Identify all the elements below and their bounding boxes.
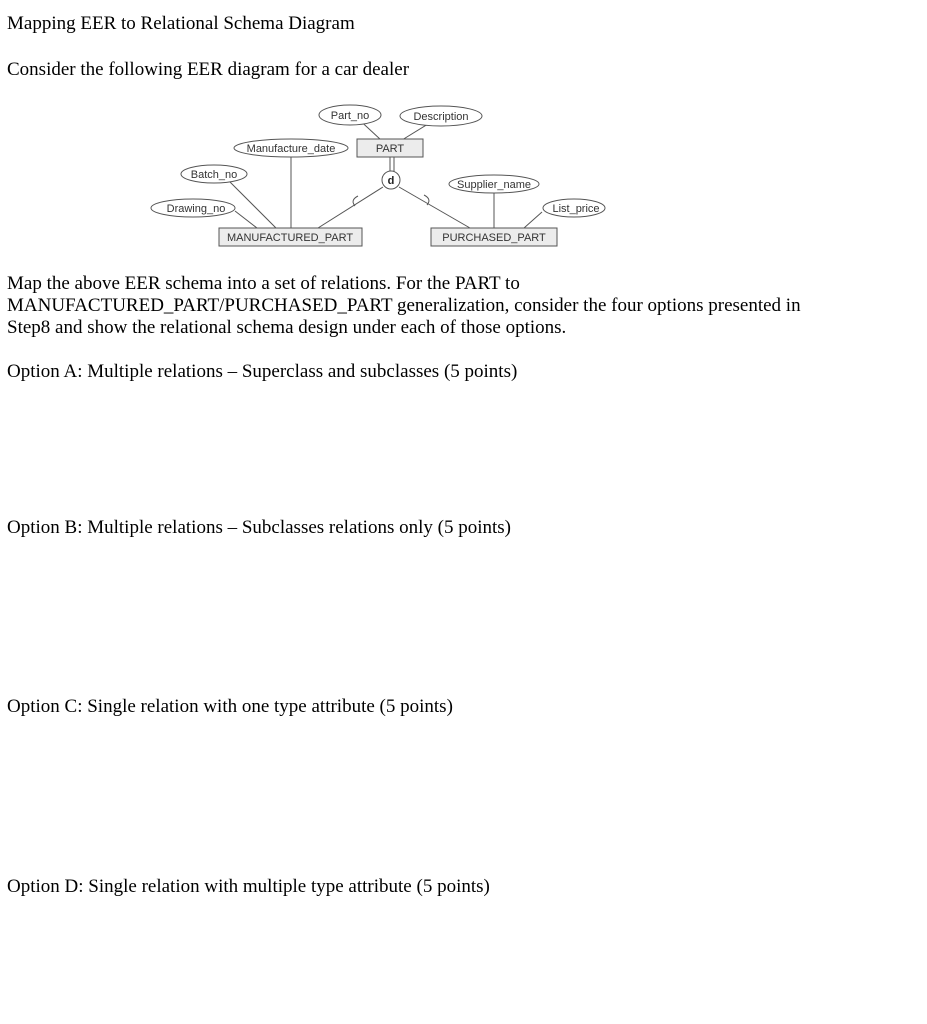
option-b-heading: Option B: Multiple relations – Subclasses relations only (5 points) xyxy=(7,517,511,538)
instructions-paragraph xyxy=(7,273,907,339)
instructions-line: Map the above EER schema into a set of relations. For the PART to xyxy=(7,273,520,294)
label-purchased-part: PURCHASED_PART xyxy=(442,232,546,244)
label-part: PART xyxy=(375,143,405,155)
option-d-heading: Option D: Single relation with multiple type attribute (5 points) xyxy=(7,876,490,897)
label-list-price: List_price xyxy=(552,203,600,215)
option-a-heading: Option A: Multiple relations – Superclass and subclasses (5 points) xyxy=(7,361,518,382)
label-manufacture-date: Manufacture_date xyxy=(246,143,336,155)
label-description: Description xyxy=(413,111,469,123)
label-supplier-name: Supplier_name xyxy=(457,179,531,191)
eer-diagram xyxy=(0,0,927,260)
label-batch-no: Batch_no xyxy=(190,169,238,181)
instructions-line: MANUFACTURED_PART/PURCHASED_PART generalization, consider the four options presented in xyxy=(7,295,801,316)
instructions-line: Step8 and show the relational schema design under each of those options. xyxy=(7,317,567,338)
label-drawing-no: Drawing_no xyxy=(166,203,226,215)
option-c-heading: Option C: Single relation with one type attribute (5 points) xyxy=(7,696,453,717)
page-title: Mapping EER to Relational Schema Diagram xyxy=(7,13,355,34)
label-part-no: Part_no xyxy=(330,110,370,122)
label-manufactured-part: MANUFACTURED_PART xyxy=(226,232,354,244)
intro-text: Consider the following EER diagram for a car dealer xyxy=(7,59,410,80)
disjoint-symbol: d xyxy=(387,175,395,187)
